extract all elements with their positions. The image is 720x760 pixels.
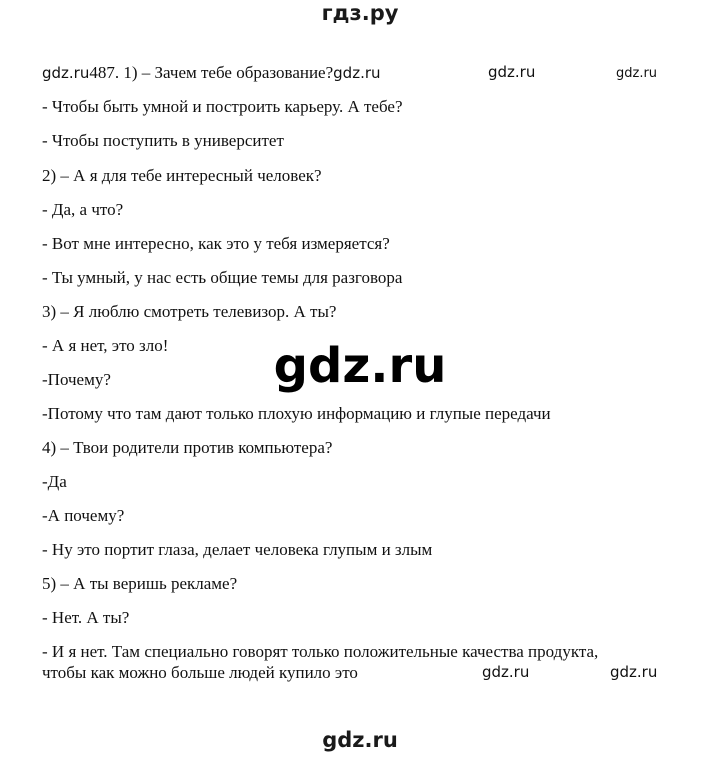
- exercise-line: 4) – Твои родители против компьютера?: [42, 438, 333, 457]
- exercise-line: - Ну это портит глаза, делает человека глупым и злым: [42, 540, 433, 559]
- footer-watermark: gdz.ru: [322, 728, 398, 752]
- site-title: гдз.ру: [321, 1, 399, 25]
- exercise-line: - Чтобы быть умной и построить карьеру. А тебе?: [42, 97, 403, 116]
- inline-watermark: gdz.ru: [333, 64, 381, 82]
- exercise-line: -Потому что там дают только плохую информацию и глупые передачи: [42, 404, 551, 423]
- small-watermark: gdz.ru: [610, 663, 658, 681]
- exercise-line: - Ты умный, у нас есть общие темы для разговора: [42, 268, 403, 287]
- exercise-line-1: [42, 62, 381, 84]
- small-watermark: gdz.ru: [616, 66, 658, 81]
- exercise-line: - Да, а что?: [42, 200, 124, 219]
- exercise-line: -Почему?: [42, 370, 111, 389]
- exercise-line: 5) – А ты веришь рекламе?: [42, 574, 238, 593]
- exercise-line: -Да: [42, 472, 67, 491]
- exercise-line: чтобы как можно больше людей купило это: [42, 663, 358, 682]
- exercise-line: 2) – А я для тебе интересный человек?: [42, 166, 322, 185]
- small-watermark: gdz.ru: [488, 63, 536, 81]
- exercise-line: - И я нет. Там специально говорят только положительные качества продукта,: [42, 642, 599, 661]
- exercise-line: - Вот мне интересно, как это у тебя измеряется?: [42, 234, 390, 253]
- center-watermark: gdz.ru: [273, 338, 447, 394]
- exercise-line: - Нет. А ты?: [42, 608, 130, 627]
- exercise-line: - Чтобы поступить в университет: [42, 131, 284, 150]
- inline-watermark: gdz.ru: [42, 64, 90, 82]
- exercise-line: - А я нет, это зло!: [42, 336, 169, 355]
- exercise-line-text: 487. 1) – Зачем тебе образование?: [89, 63, 334, 82]
- exercise-line: 3) – Я люблю смотреть телевизор. А ты?: [42, 302, 337, 321]
- small-watermark: gdz.ru: [482, 663, 530, 681]
- exercise-line: -А почему?: [42, 506, 125, 525]
